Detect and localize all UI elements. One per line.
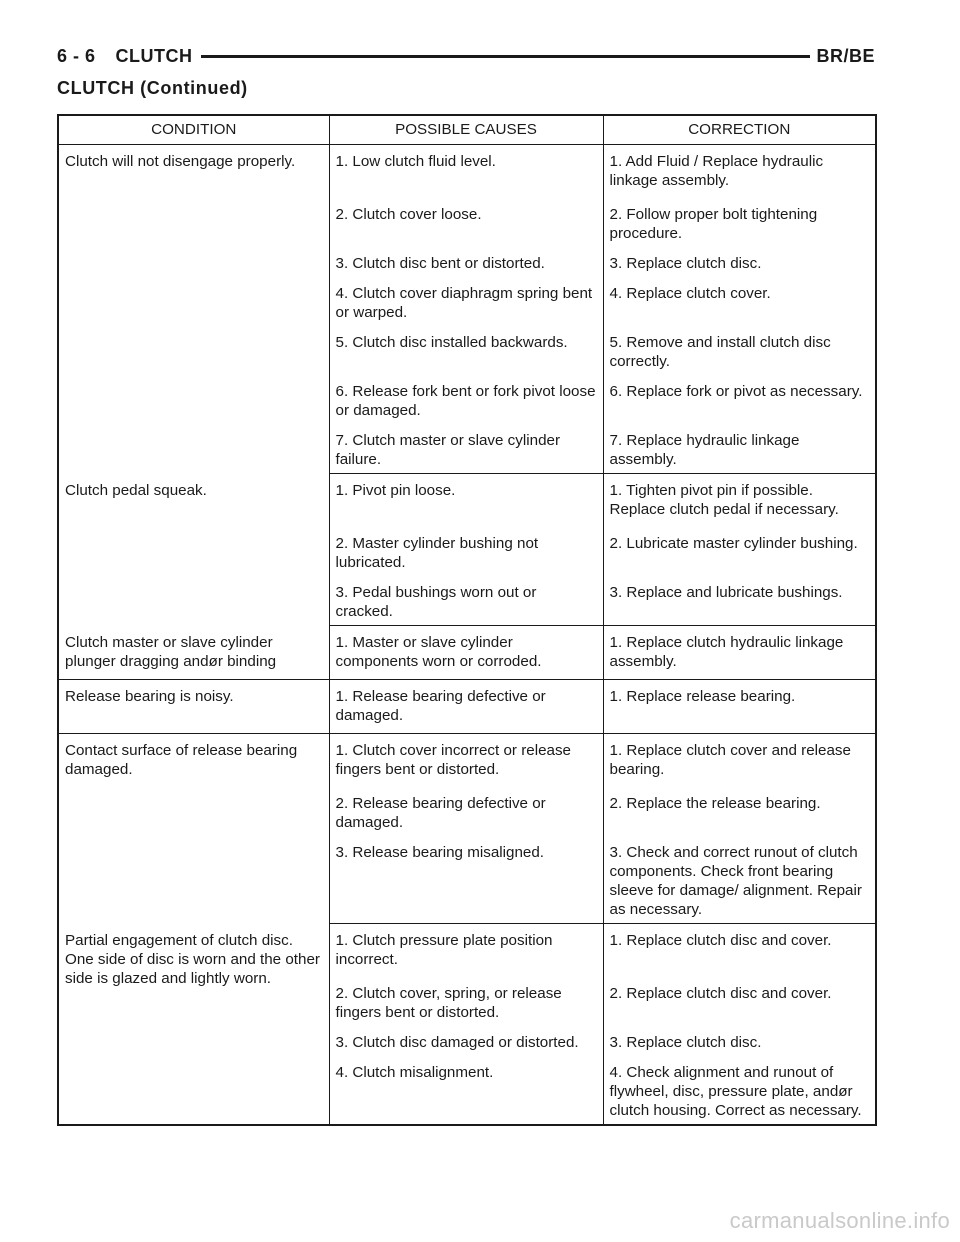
table-row <box>58 734 876 788</box>
correction-cell: 1. Replace clutch cover and release bearing. <box>603 734 876 788</box>
cause-cell: 4. Clutch cover diaphragm spring bent or warped. <box>329 277 603 326</box>
cause-cell: 1. Low clutch fluid level. <box>329 145 603 199</box>
cause-cell: 3. Clutch disc bent or distorted. <box>329 247 603 277</box>
cause-cell: 3. Release bearing misaligned. <box>329 836 603 924</box>
correction-cell: 4. Check alignment and runout of flywheel, disc, pressure plate, andør clutch housing. Correct as necessary. <box>603 1056 876 1125</box>
page-number: 6 - 6 <box>57 45 96 66</box>
model-code: BR/BE <box>816 45 875 66</box>
condition-cell: Clutch pedal squeak. <box>58 474 329 626</box>
correction-cell: 3. Replace and lubricate bushings. <box>603 576 876 626</box>
correction-cell: 3. Replace clutch disc. <box>603 1026 876 1056</box>
cause-cell: 1. Pivot pin loose. <box>329 474 603 528</box>
correction-cell: 2. Replace clutch disc and cover. <box>603 977 876 1026</box>
correction-cell: 1. Add Fluid / Replace hydraulic linkage assembly. <box>603 145 876 199</box>
table-row <box>58 474 876 528</box>
cause-cell: 6. Release fork bent or fork pivot loose or damaged. <box>329 375 603 424</box>
section-title: CLUTCH (Continued) <box>57 78 248 98</box>
section-name: CLUTCH <box>115 45 193 66</box>
condition-cell: Clutch will not disengage properly. <box>58 145 329 474</box>
correction-cell: 4. Replace clutch cover. <box>603 277 876 326</box>
table-row <box>58 924 876 978</box>
correction-cell: 1. Replace clutch disc and cover. <box>603 924 876 978</box>
table-body <box>58 145 876 1126</box>
condition-cell: Contact surface of release bearing damaged. <box>58 734 329 924</box>
header-rule <box>201 55 811 58</box>
cause-cell: 2. Master cylinder bushing not lubricated. <box>329 527 603 576</box>
cause-cell: 1. Master or slave cylinder components worn or corroded. <box>329 626 603 680</box>
correction-cell: 1. Tighten pivot pin if possible. Replace clutch pedal if necessary. <box>603 474 876 528</box>
correction-cell: 2. Replace the release bearing. <box>603 787 876 836</box>
cause-cell: 4. Clutch misalignment. <box>329 1056 603 1125</box>
correction-cell: 2. Lubricate master cylinder bushing. <box>603 527 876 576</box>
page-header <box>57 44 875 68</box>
cause-cell: 1. Clutch cover incorrect or release fingers bent or distorted. <box>329 734 603 788</box>
table-row <box>58 680 876 734</box>
diagnosis-table <box>57 114 877 1126</box>
column-header-correction: CORRECTION <box>603 115 876 145</box>
cause-cell: 3. Pedal bushings worn out or cracked. <box>329 576 603 626</box>
condition-cell: Partial engagement of clutch disc. One side of disc is worn and the other side is glazed and lightly worn. <box>58 924 329 1126</box>
condition-cell: Clutch master or slave cylinder plunger dragging andør binding <box>58 626 329 680</box>
correction-cell: 1. Replace release bearing. <box>603 680 876 734</box>
correction-cell: 2. Follow proper bolt tightening procedure. <box>603 198 876 247</box>
cause-cell: 2. Release bearing defective or damaged. <box>329 787 603 836</box>
cause-cell: 2. Clutch cover, spring, or release fingers bent or distorted. <box>329 977 603 1026</box>
correction-cell: 1. Replace clutch hydraulic linkage assembly. <box>603 626 876 680</box>
correction-cell: 3. Check and correct runout of clutch components. Check front bearing sleeve for damage/ alignment. Repair as necessary. <box>603 836 876 924</box>
correction-cell: 6. Replace fork or pivot as necessary. <box>603 375 876 424</box>
cause-cell: 1. Clutch pressure plate position incorrect. <box>329 924 603 978</box>
column-header-condition: CONDITION <box>58 115 329 145</box>
correction-cell: 3. Replace clutch disc. <box>603 247 876 277</box>
column-header-possible-causes: POSSIBLE CAUSES <box>329 115 603 145</box>
cause-cell: 3. Clutch disc damaged or distorted. <box>329 1026 603 1056</box>
watermark: carmanualsonline.info <box>729 1208 950 1233</box>
correction-cell: 5. Remove and install clutch disc correctly. <box>603 326 876 375</box>
correction-cell: 7. Replace hydraulic linkage assembly. <box>603 424 876 474</box>
condition-cell: Release bearing is noisy. <box>58 680 329 734</box>
cause-cell: 7. Clutch master or slave cylinder failure. <box>329 424 603 474</box>
table-row <box>58 626 876 680</box>
table-row <box>58 145 876 199</box>
cause-cell: 5. Clutch disc installed backwards. <box>329 326 603 375</box>
table-header-row <box>58 115 876 145</box>
cause-cell: 1. Release bearing defective or damaged. <box>329 680 603 734</box>
cause-cell: 2. Clutch cover loose. <box>329 198 603 247</box>
